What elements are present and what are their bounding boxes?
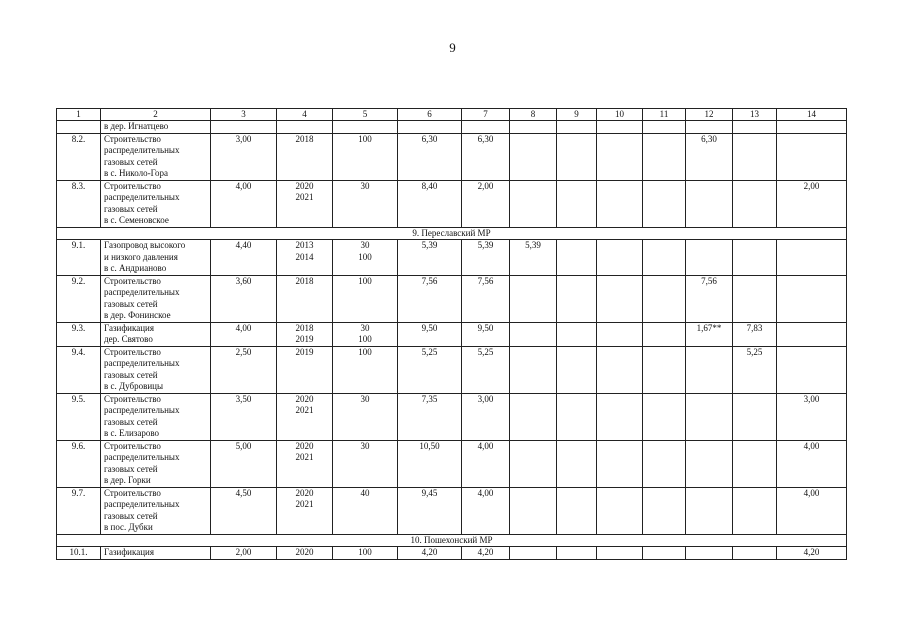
table-cell — [557, 487, 597, 534]
table-cell — [597, 346, 643, 393]
table-cell: 9,45 — [398, 487, 462, 534]
section-title: 10. Пошехонский МР — [57, 534, 847, 547]
table-cell — [733, 487, 777, 534]
column-header-14: 14 — [777, 109, 847, 121]
table-cell — [643, 180, 686, 227]
table-cell — [686, 240, 733, 276]
table-row — [57, 121, 847, 134]
table-cell: 100 — [333, 275, 398, 322]
table-cell: 3,60 — [211, 275, 277, 322]
table-cell — [557, 547, 597, 560]
table-cell — [686, 487, 733, 534]
table-cell — [277, 121, 333, 134]
table-cell — [510, 322, 557, 346]
column-header-1: 1 — [57, 109, 101, 121]
table-cell — [686, 121, 733, 134]
section-title: 9. Переславский МР — [57, 227, 847, 240]
table-cell: 5,25 — [733, 346, 777, 393]
table-cell: 3,00 — [462, 393, 510, 440]
table-cell — [597, 133, 643, 180]
table-cell — [777, 240, 847, 276]
table-cell: Строительство распределительных газовых сетей в пос. Дубки — [101, 487, 211, 534]
table-cell: 4,00 — [211, 322, 277, 346]
table-cell: 4,00 — [462, 440, 510, 487]
table-cell: 2019 — [277, 346, 333, 393]
table-cell: 10.1. — [57, 547, 101, 560]
table-cell — [333, 121, 398, 134]
column-header-10: 10 — [597, 109, 643, 121]
table-cell: 30 — [333, 393, 398, 440]
table-cell: Строительство распределительных газовых сетей в дер. Горки — [101, 440, 211, 487]
table-cell — [557, 393, 597, 440]
table-cell — [510, 180, 557, 227]
table-cell: 5,00 — [211, 440, 277, 487]
table-cell — [557, 346, 597, 393]
table-cell — [597, 440, 643, 487]
table-cell — [733, 240, 777, 276]
table-cell — [733, 393, 777, 440]
table-cell: 2018 — [277, 133, 333, 180]
table-cell: 2013 2014 — [277, 240, 333, 276]
table-cell — [597, 121, 643, 134]
table-cell: 2,00 — [211, 547, 277, 560]
table-cell — [510, 346, 557, 393]
table-cell: 8,40 — [398, 180, 462, 227]
table-cell: Строительство распределительных газовых сетей в с. Семеновское — [101, 180, 211, 227]
table-cell — [733, 180, 777, 227]
table-row — [57, 275, 847, 322]
table-cell — [686, 393, 733, 440]
table-cell — [686, 547, 733, 560]
table-cell: 6,30 — [462, 133, 510, 180]
table-cell: 9.6. — [57, 440, 101, 487]
table-row — [57, 547, 847, 560]
table-cell: 2020 2021 — [277, 440, 333, 487]
table-cell: в дер. Игнатцево — [101, 121, 211, 134]
table-cell: 3,00 — [211, 133, 277, 180]
table-cell — [643, 393, 686, 440]
table-cell — [733, 547, 777, 560]
table-cell — [733, 440, 777, 487]
table-row — [57, 440, 847, 487]
table-cell: Строительство распределительных газовых сетей в дер. Фонинское — [101, 275, 211, 322]
table-cell — [597, 180, 643, 227]
table-cell — [686, 440, 733, 487]
table-cell: 9.1. — [57, 240, 101, 276]
table-row — [57, 180, 847, 227]
table-cell: 7,56 — [398, 275, 462, 322]
table-cell — [777, 322, 847, 346]
table-cell: 4,40 — [211, 240, 277, 276]
section-row — [57, 534, 847, 547]
table-cell: 5,39 — [462, 240, 510, 276]
table-cell — [557, 180, 597, 227]
table-cell: 7,35 — [398, 393, 462, 440]
table-cell: Строительство распределительных газовых сетей в с. Николо-Гора — [101, 133, 211, 180]
table-cell — [733, 121, 777, 134]
table-row — [57, 487, 847, 534]
column-header-12: 12 — [686, 109, 733, 121]
table-cell — [643, 487, 686, 534]
table-cell: 30 100 — [333, 240, 398, 276]
table-cell: 100 — [333, 346, 398, 393]
table-cell — [643, 547, 686, 560]
column-header-7: 7 — [462, 109, 510, 121]
table-cell — [557, 240, 597, 276]
table-cell — [557, 275, 597, 322]
table-row — [57, 393, 847, 440]
column-header-5: 5 — [333, 109, 398, 121]
column-header-9: 9 — [557, 109, 597, 121]
table-cell — [597, 275, 643, 322]
column-header-6: 6 — [398, 109, 462, 121]
table-row — [57, 240, 847, 276]
table-cell: 5,25 — [462, 346, 510, 393]
table-cell — [57, 121, 101, 134]
table-cell: Газопровод высокого и низкого давления в с. Андрианово — [101, 240, 211, 276]
table-cell — [597, 240, 643, 276]
table-cell — [777, 121, 847, 134]
table-cell — [597, 393, 643, 440]
table-cell: 9,50 — [398, 322, 462, 346]
table-cell — [398, 121, 462, 134]
table-cell — [510, 393, 557, 440]
table-cell: 30 — [333, 180, 398, 227]
table-cell: 5,25 — [398, 346, 462, 393]
column-header-3: 3 — [211, 109, 277, 121]
table-cell: 100 — [333, 547, 398, 560]
table-cell — [643, 275, 686, 322]
table-cell — [643, 133, 686, 180]
table-cell: 4,00 — [777, 487, 847, 534]
table-cell: 7,83 — [733, 322, 777, 346]
table-cell: 8.2. — [57, 133, 101, 180]
table-cell: 3,50 — [211, 393, 277, 440]
table-cell — [510, 133, 557, 180]
table-cell: 4,00 — [462, 487, 510, 534]
table-cell: Строительство распределительных газовых сетей в с. Елизарово — [101, 393, 211, 440]
table-cell: 9.5. — [57, 393, 101, 440]
section-row — [57, 227, 847, 240]
table-cell: 4,00 — [211, 180, 277, 227]
table-cell: 2020 2021 — [277, 487, 333, 534]
table-cell — [510, 487, 557, 534]
table-cell — [643, 322, 686, 346]
table-cell: 40 — [333, 487, 398, 534]
table-cell: 5,39 — [510, 240, 557, 276]
table-cell — [777, 133, 847, 180]
column-header-13: 13 — [733, 109, 777, 121]
table-cell: 9.2. — [57, 275, 101, 322]
page-number: 9 — [449, 40, 456, 55]
table-cell — [733, 133, 777, 180]
table-cell — [643, 440, 686, 487]
table-cell: 5,39 — [398, 240, 462, 276]
table-cell — [733, 275, 777, 322]
table-cell: 4,00 — [777, 440, 847, 487]
table-cell — [510, 440, 557, 487]
table-cell — [510, 275, 557, 322]
table-cell: 10,50 — [398, 440, 462, 487]
table-cell — [557, 440, 597, 487]
table-cell — [686, 346, 733, 393]
table-cell — [777, 275, 847, 322]
table-cell: Газификация — [101, 547, 211, 560]
table-cell: 2018 — [277, 275, 333, 322]
column-header-2: 2 — [101, 109, 211, 121]
table-cell: 30 100 — [333, 322, 398, 346]
table-cell: 4,50 — [211, 487, 277, 534]
table-cell — [597, 487, 643, 534]
table-cell: 8.3. — [57, 180, 101, 227]
table-cell: 4,20 — [462, 547, 510, 560]
table-cell — [510, 547, 557, 560]
table-cell: 9.4. — [57, 346, 101, 393]
table-cell — [211, 121, 277, 134]
table-cell: 2018 2019 — [277, 322, 333, 346]
table-row — [57, 133, 847, 180]
table-cell — [777, 346, 847, 393]
table-cell: 9.3. — [57, 322, 101, 346]
table-cell: 2,00 — [777, 180, 847, 227]
table-cell: 6,30 — [686, 133, 733, 180]
table-cell: 2,00 — [462, 180, 510, 227]
table-row — [57, 322, 847, 346]
table-cell — [462, 121, 510, 134]
table-cell: Строительство распределительных газовых сетей в с. Дубровицы — [101, 346, 211, 393]
gasification-table — [56, 108, 847, 560]
table-cell: 6,30 — [398, 133, 462, 180]
table-cell — [597, 322, 643, 346]
table-cell: 2,50 — [211, 346, 277, 393]
table-cell: 30 — [333, 440, 398, 487]
table-header-row — [57, 109, 847, 121]
table-cell — [597, 547, 643, 560]
table-cell: Газификация дер. Святово — [101, 322, 211, 346]
table-row — [57, 346, 847, 393]
table-cell: 3,00 — [777, 393, 847, 440]
table-cell — [510, 121, 557, 134]
table-cell — [643, 346, 686, 393]
table-cell: 9.7. — [57, 487, 101, 534]
table-cell: 100 — [333, 133, 398, 180]
table-cell — [557, 121, 597, 134]
table-cell: 4,20 — [398, 547, 462, 560]
table-cell — [557, 133, 597, 180]
column-header-4: 4 — [277, 109, 333, 121]
column-header-8: 8 — [510, 109, 557, 121]
table-cell — [686, 180, 733, 227]
table-cell: 9,50 — [462, 322, 510, 346]
table-cell: 4,20 — [777, 547, 847, 560]
table-cell: 2020 2021 — [277, 180, 333, 227]
table-cell: 2020 2021 — [277, 393, 333, 440]
table-cell: 7,56 — [462, 275, 510, 322]
table-cell: 2020 — [277, 547, 333, 560]
column-header-11: 11 — [643, 109, 686, 121]
table-cell: 1,67** — [686, 322, 733, 346]
table-cell — [643, 240, 686, 276]
table-cell — [557, 322, 597, 346]
table-cell: 7,56 — [686, 275, 733, 322]
table-cell — [643, 121, 686, 134]
